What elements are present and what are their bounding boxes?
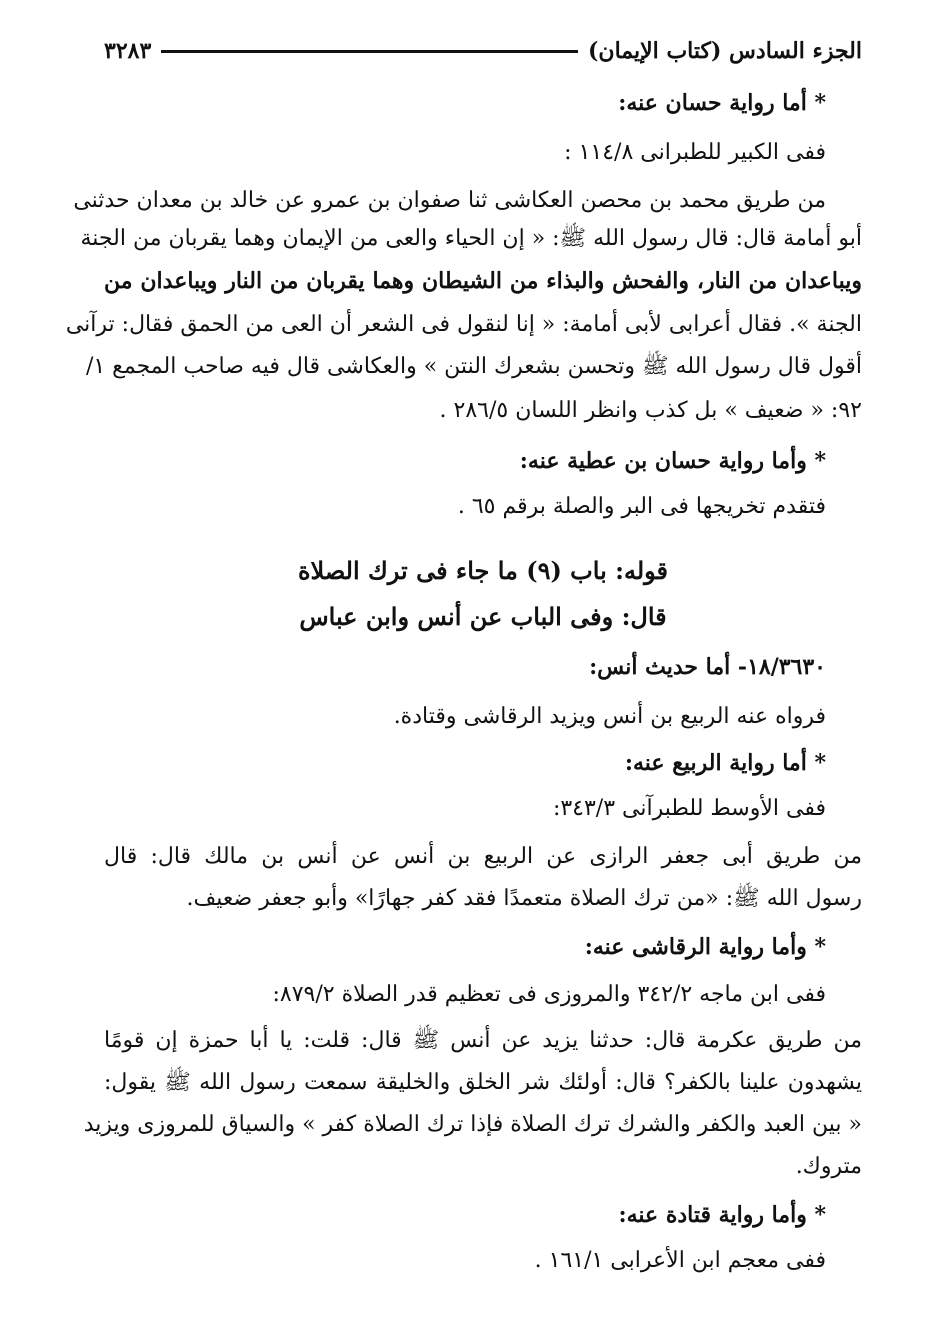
text-line: يشهدون علينا بالكفر؟ قال: أولئك شر الخلق والخليقة سمعت رسول الله ﷺ يقول: xyxy=(104,1070,862,1095)
text-line: من طريق عكرمة قال: حدثنا يزيد عن أنس ﷺ قال: قلت: يا أبا حمزة إن قومًا xyxy=(104,1028,862,1053)
text-line: ففى الأوسط للطبرآنى ٣٤٣/٣: xyxy=(552,796,826,821)
text-line: ٩٢: « ضعيف » بل كذب وانظر اللسان ٢٨٦/٥ . xyxy=(439,398,862,423)
running-title: الجزء السادس (كتاب الإيمان) xyxy=(588,38,862,64)
text-line: « بين العبد والكفر والشرك ترك الصلاة فإذا ترك الصلاة كفر » والسياق للمروزى ويزيد xyxy=(83,1112,862,1137)
hadith-heading: ١٨/٣٦٣٠- أما حديث أنس: xyxy=(589,654,826,680)
text-line: أبو أمامة قال: قال رسول الله ﷺ: « إن الحياء والعى من الإيمان وهما يقربان من الجنة xyxy=(80,226,862,251)
header-rule xyxy=(161,50,578,53)
text-line: الجنة ». فقال أعرابى لأبى أمامة: « إنا لنقول فى الشعر أن العى من الحمق فقال: ترآنى xyxy=(65,312,862,337)
text-line: فرواه عنه الربيع بن أنس ويزيد الرقاشى وقتادة. xyxy=(393,704,826,729)
section-heading: * أما رواية الربيع عنه: xyxy=(624,750,826,776)
text-line: رسول الله ﷺ: «من ترك الصلاة متعمدًا فقد كفر جهارًا» وأبو جعفر ضعيف. xyxy=(186,886,862,911)
text-line: متروك. xyxy=(795,1154,862,1179)
text-line: ويباعدان من النار، والفحش والبذاء من الشيطان وهما يقربان من النار ويباعدان من xyxy=(104,268,862,294)
text-line: من طريق أبى جعفر الرازى عن الربيع بن أنس عن أنس بن مالك قال: قال xyxy=(104,844,862,869)
section-heading: * وأما رواية الرقاشى عنه: xyxy=(584,934,826,960)
text-line: فتقدم تخريجها فى البر والصلة برقم ٦٥ . xyxy=(457,494,826,519)
text-line: أقول قال رسول الله ﷺ وتحسن بشعرك النتن » والعكاشى قال فيه صاحب المجمع ١/ xyxy=(85,354,862,379)
section-heading: * وأما رواية حسان بن عطية عنه: xyxy=(519,448,826,474)
page-number: ٣٢٨٣ xyxy=(104,38,152,64)
section-heading: * وأما رواية قتادة عنه: xyxy=(618,1202,826,1228)
text-line: ففى معجم ابن الأعرابى ١٦١/١ . xyxy=(534,1248,826,1273)
section-heading: * أما رواية حسان عنه: xyxy=(618,90,826,116)
text-line: من طريق محمد بن محصن العكاشى ثنا صفوان بن عمرو عن خالد بن معدان حدثنى xyxy=(73,188,826,213)
page-header xyxy=(104,34,862,68)
chapter-subtitle: قال: وفى الباب عن أنس وابن عباس xyxy=(299,602,667,631)
text-line: ففى ابن ماجه ٣٤٢/٢ والمروزى فى تعظيم قدر الصلاة ٨٧٩/٢: xyxy=(272,982,826,1007)
text-line: ففى الكبير للطبرانى ١١٤/٨ : xyxy=(564,140,826,165)
chapter-title: قوله: باب (٩) ما جاء فى ترك الصلاة xyxy=(297,556,669,585)
